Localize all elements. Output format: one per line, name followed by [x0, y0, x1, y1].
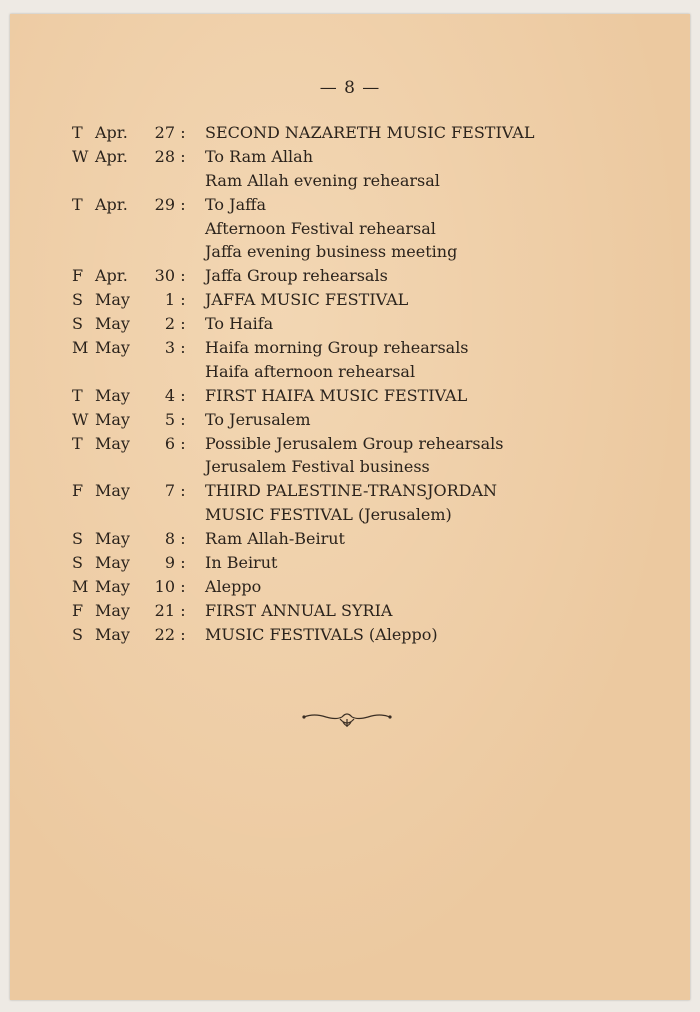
- day-of-week: T: [72, 433, 83, 453]
- separator: :: [180, 624, 186, 644]
- month: [95, 240, 147, 264]
- schedule-row: [72, 575, 672, 599]
- separator: :: [180, 290, 186, 310]
- day-of-week: M: [72, 576, 89, 596]
- itinerary-schedule: [72, 121, 672, 647]
- separator: :: [180, 600, 186, 620]
- schedule-row: [72, 455, 672, 479]
- document-page: [10, 14, 690, 1000]
- event-description: Ram Allah-Beirut: [205, 529, 345, 549]
- date: 4: [164, 385, 175, 405]
- event-description: To Ram Allah: [205, 146, 313, 166]
- schedule-row: [72, 336, 672, 360]
- date: 29: [154, 194, 175, 214]
- schedule-row: [72, 145, 672, 169]
- schedule-row: [72, 240, 672, 264]
- month: May: [95, 385, 130, 405]
- day-of-week: T: [72, 194, 83, 214]
- day-of-week: S: [72, 529, 83, 549]
- date: [147, 217, 175, 241]
- event-description: Aleppo: [205, 576, 262, 596]
- schedule-row: [72, 288, 672, 312]
- separator: :: [180, 409, 186, 429]
- event-description: To Jerusalem: [205, 409, 311, 429]
- month: May: [95, 290, 130, 310]
- day-of-week: [72, 503, 95, 527]
- event-description: Possible Jerusalem Group rehearsals: [205, 433, 504, 453]
- separator: [175, 169, 191, 193]
- event-description: MUSIC FESTIVALS (Aleppo): [205, 624, 438, 644]
- day-of-week: W: [72, 409, 89, 429]
- date: 10: [154, 576, 175, 596]
- day-of-week: S: [72, 290, 83, 310]
- month: May: [95, 409, 130, 429]
- month: May: [95, 481, 130, 501]
- separator: [175, 360, 191, 384]
- day-of-week: S: [72, 624, 83, 644]
- date: 3: [164, 338, 175, 358]
- date: 2: [164, 314, 175, 334]
- page-number: — 8 —: [319, 78, 381, 98]
- date: [147, 240, 175, 264]
- day-of-week: F: [72, 600, 84, 620]
- month: Apr.: [95, 194, 128, 214]
- event-description: Jerusalem Festival business: [205, 457, 430, 477]
- event-description: To Jaffa: [205, 194, 267, 214]
- separator: :: [180, 529, 186, 549]
- month: May: [95, 433, 130, 453]
- schedule-row: [72, 217, 672, 241]
- day-of-week: S: [72, 553, 83, 573]
- date: 6: [164, 433, 175, 453]
- schedule-row: [72, 623, 672, 647]
- day-of-week: W: [72, 146, 89, 166]
- month: [95, 169, 147, 193]
- date: [147, 360, 175, 384]
- month: May: [95, 529, 130, 549]
- schedule-row: [72, 432, 672, 456]
- separator: :: [180, 314, 186, 334]
- day-of-week: F: [72, 266, 84, 286]
- schedule-row: [72, 599, 672, 623]
- day-of-week: [72, 217, 95, 241]
- separator: [175, 455, 191, 479]
- separator: :: [180, 481, 186, 501]
- separator: :: [180, 553, 186, 573]
- separator: :: [180, 433, 186, 453]
- date: 5: [164, 409, 175, 429]
- event-description: THIRD PALESTINE-TRANSJORDAN: [205, 481, 498, 501]
- date: [147, 169, 175, 193]
- day-of-week: S: [72, 314, 83, 334]
- month: May: [95, 314, 130, 334]
- date: 27: [154, 123, 175, 142]
- event-description: Haifa morning Group rehearsals: [205, 338, 469, 358]
- event-description: FIRST HAIFA MUSIC FESTIVAL: [205, 385, 468, 405]
- schedule-row: [72, 384, 672, 408]
- month: [95, 503, 147, 527]
- separator: [175, 240, 191, 264]
- schedule-row: [72, 193, 672, 217]
- date: 21: [154, 600, 175, 620]
- schedule-row: [72, 264, 672, 288]
- month: [95, 217, 147, 241]
- event-description: Jaffa Group rehearsals: [205, 266, 388, 286]
- date: 22: [154, 624, 175, 644]
- month: May: [95, 576, 130, 596]
- date: 1: [164, 290, 175, 310]
- separator: :: [180, 338, 186, 358]
- month: May: [95, 553, 130, 573]
- separator: [175, 503, 191, 527]
- event-description: In Beirut: [205, 553, 278, 573]
- separator: :: [180, 266, 186, 286]
- month: May: [95, 624, 130, 644]
- separator: :: [180, 385, 186, 405]
- schedule-row: [72, 551, 672, 575]
- event-description: Afternoon Festival rehearsal: [205, 218, 436, 238]
- day-of-week: [72, 169, 95, 193]
- event-description: Haifa afternoon rehearsal: [205, 361, 416, 381]
- month: [95, 455, 147, 479]
- day-of-week: F: [72, 481, 84, 501]
- date: 28: [154, 146, 175, 166]
- decorative-ornament-icon: [302, 711, 392, 731]
- date: 9: [164, 553, 175, 573]
- event-description: JAFFA MUSIC FESTIVAL: [205, 290, 409, 310]
- day-of-week: T: [72, 385, 83, 405]
- date: 7: [164, 481, 175, 501]
- month: May: [95, 338, 130, 358]
- month: Apr.: [95, 266, 128, 286]
- event-description: FIRST ANNUAL SYRIA: [205, 600, 393, 620]
- date: [147, 503, 175, 527]
- event-description: SECOND NAZARETH MUSIC FESTIVAL: [205, 123, 535, 142]
- date: [147, 455, 175, 479]
- date: 8: [164, 529, 175, 549]
- schedule-row: [72, 503, 672, 527]
- day-of-week: [72, 360, 95, 384]
- month: Apr.: [95, 146, 128, 166]
- month: Apr.: [95, 123, 128, 142]
- schedule-row: [72, 312, 672, 336]
- schedule-row: [72, 360, 672, 384]
- day-of-week: M: [72, 338, 89, 358]
- day-of-week: [72, 240, 95, 264]
- date: 30: [154, 266, 175, 286]
- schedule-row: [72, 121, 672, 145]
- separator: :: [180, 146, 186, 166]
- schedule-row: [72, 408, 672, 432]
- day-of-week: T: [72, 123, 83, 142]
- separator: :: [180, 576, 186, 596]
- separator: [175, 217, 191, 241]
- event-description: MUSIC FESTIVAL (Jerusalem): [205, 505, 452, 525]
- schedule-row: [72, 169, 672, 193]
- separator: :: [180, 194, 186, 214]
- event-description: Jaffa evening business meeting: [205, 242, 458, 262]
- event-description: To Haifa: [205, 314, 274, 334]
- day-of-week: [72, 455, 95, 479]
- month: [95, 360, 147, 384]
- month: May: [95, 600, 130, 620]
- schedule-row: [72, 527, 672, 551]
- schedule-row: [72, 479, 672, 503]
- separator: :: [180, 123, 186, 142]
- event-description: Ram Allah evening rehearsal: [205, 170, 440, 190]
